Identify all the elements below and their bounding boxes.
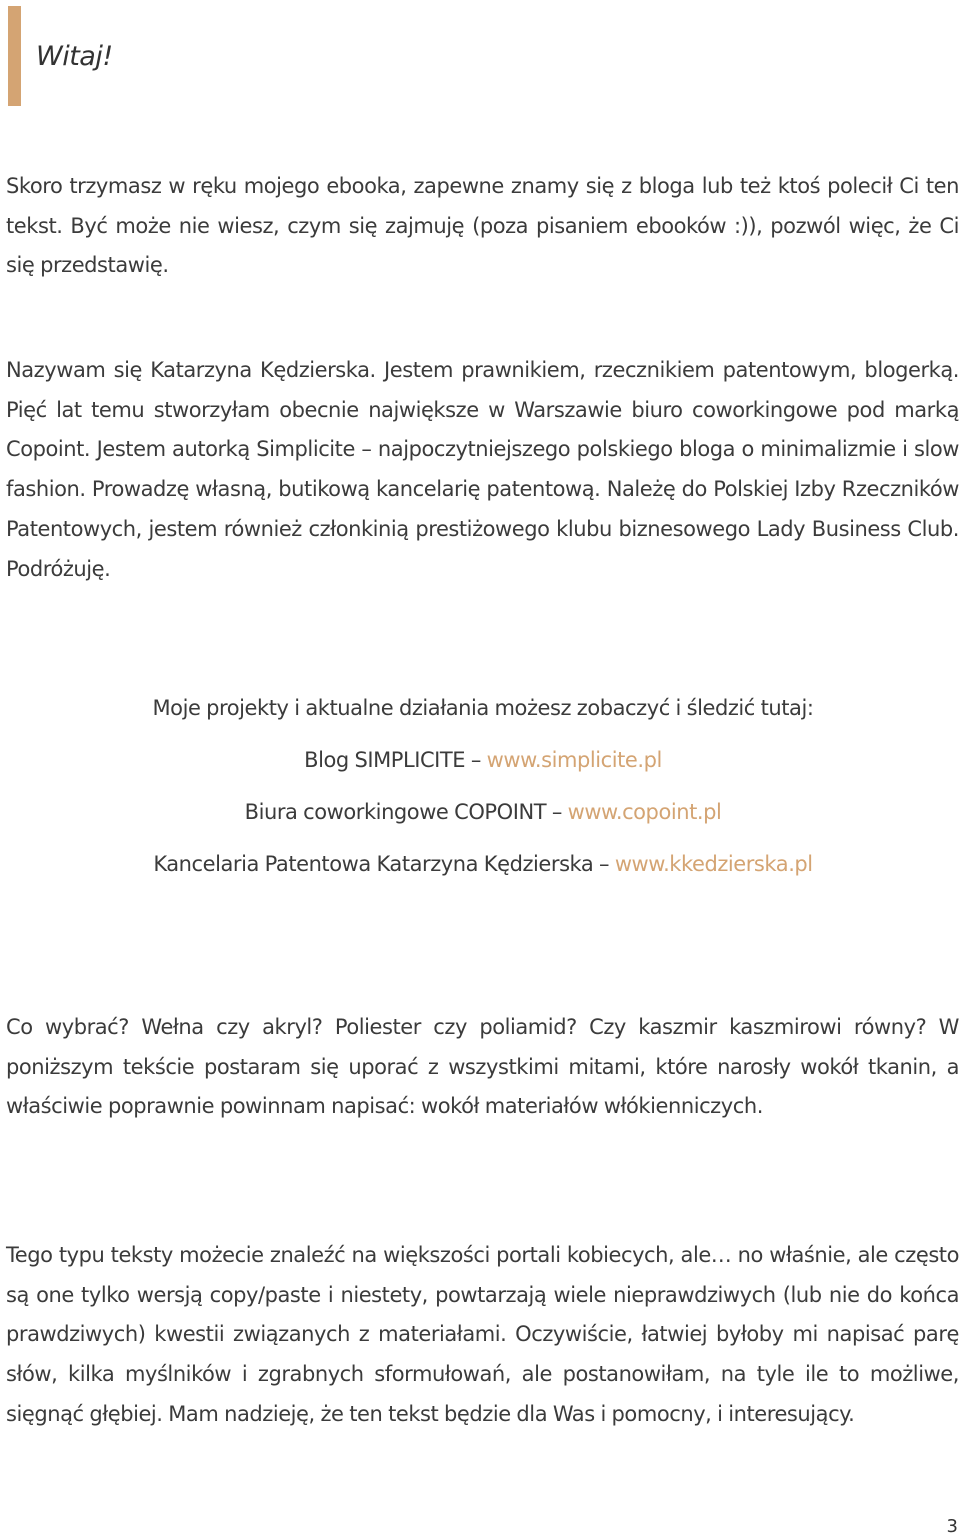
project-label: Kancelaria Patentowa Katarzyna Kędzierska – — [153, 852, 615, 876]
project-item-law-office — [0, 852, 960, 876]
projects-intro: Moje projekty i aktualne działania możesz zobaczyć i śledzić tutaj: — [152, 696, 814, 720]
project-item-blog — [0, 748, 960, 772]
link-simplicite[interactable]: www.simplicite.pl — [486, 748, 662, 772]
closing-paragraph: Tego typu teksty możecie znaleźć na większości portali kobiecych, ale… no właśnie, ale często są one tylko wersją copy/paste i niestety, powtarzają wiele nieprawdziwych (lub nie do końca prawdziwych) kwestii związanych z materiałami. Oczywiście, łatwiej byłoby mi napisać parę słów, kilka myślników i zgrabnych sformułowań, ale postanowiłam, na tyle ile to możliwe, sięgnąć głębiej. Mam nadzieję, że ten tekst będzie dla Was i pomocny, i interesujący. — [6, 1243, 959, 1426]
intro-paragraph: Skoro trzymasz w ręku mojego ebooka, zapewne znamy się z bloga lub też ktoś polecił Ci ten tekst. Być może nie wiesz, czym się zajmuję (poza pisaniem ebooków :)), pozwól więc, że Ci się przedstawię. — [6, 174, 959, 278]
question-paragraph: Co wybrać? Wełna czy akryl? Poliester czy poliamid? Czy kaszmir kaszmirowi równy? W poniższym tekście postaram się uporać z wszystkimi mitami, które narosły wokół tkanin, a właściwie poprawnie powinnam napisać: wokół materiałów włókienniczych. — [6, 1015, 959, 1119]
link-kkedzierska[interactable]: www.kkedzierska.pl — [614, 852, 813, 876]
project-label: Biura coworkingowe COPOINT – — [244, 800, 568, 824]
project-label: Blog SIMPLICITE – — [304, 748, 487, 772]
project-item-coworking — [0, 800, 960, 824]
heading-accent-bar — [8, 6, 21, 106]
link-copoint[interactable]: www.copoint.pl — [567, 800, 722, 824]
page-number: 3 — [946, 1516, 958, 1537]
heading-title: Witaj! — [36, 40, 113, 72]
section-heading — [8, 6, 113, 106]
about-paragraph: Nazywam się Katarzyna Kędzierska. Jestem prawnikiem, rzecznikiem patentowym, blogerką. Pięć lat temu stworzyłam obecnie największe w Warszawie biuro coworkingowe pod marką Copoint. Jestem autorką Simplicite – najpoczytniejszego polskiego bloga o minimalizmie i slow fashion. Prowadzę własną, butikową kancelarię patentową. Należę do Polskiej Izby Rzeczników Patentowych, jestem również członkinią prestiżowego klubu biznesowego Lady Business Club. Podróżuję. — [6, 358, 959, 581]
